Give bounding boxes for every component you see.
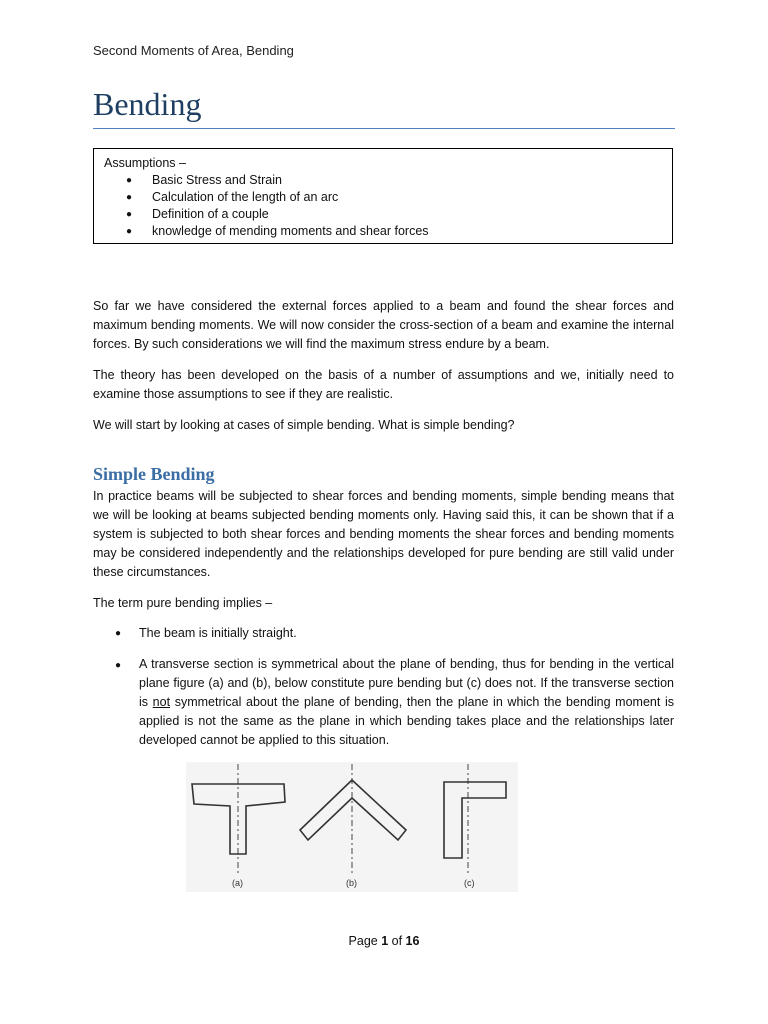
- list-item: ● knowledge of mending moments and shear forces: [126, 224, 429, 238]
- assumptions-heading: Assumptions –: [104, 156, 186, 170]
- bullet-icon: ●: [115, 660, 122, 671]
- bullet-straight-beam: The beam is initially straight.: [139, 626, 297, 640]
- bullet-icon: ●: [126, 226, 133, 237]
- figure-label-a: (a): [232, 878, 243, 888]
- list-item: ● Calculation of the length of an arc: [126, 190, 339, 204]
- intro-paragraph-1: So far we have considered the external forces applied to a beam and found the shear forces and maximum bending moments. We will now consider the cross-section of a beam and examine the internal forces. By such considerations we will find the maximum stress endure by a beam.: [93, 299, 674, 351]
- page-title: Bending: [93, 86, 202, 122]
- list-item: ● Definition of a couple: [126, 207, 269, 221]
- assumptions-box: [93, 148, 673, 244]
- intro-paragraph-3: We will start by looking at cases of simple bending. What is simple bending?: [93, 418, 515, 432]
- page-footer: Page 1 of 16: [348, 934, 420, 948]
- assumptions-list: [104, 172, 429, 240]
- bullet-icon: ●: [126, 175, 133, 186]
- bullet-icon: ●: [126, 209, 133, 220]
- bullet-icon: ●: [115, 628, 122, 639]
- title-rule: [93, 128, 675, 129]
- figure-label-c: (c): [464, 878, 475, 888]
- pure-bending-intro: The term pure bending implies –: [93, 596, 273, 610]
- simple-bending-paragraph: In practice beams will be subjected to shear forces and bending moments, simple bending means that we will be looking at beams subjected bending moments only. Having said this, it can be shown that if a system is subjected to both shear forces and bending moments the shear forces and bending moments may be considered independently and the relationships developed for pure bending are still valid under these circumstances.: [93, 489, 674, 579]
- bullet-icon: ●: [126, 192, 133, 203]
- bullet-symmetry: A transverse section is symmetrical about the plane of bending, thus for bending in the vertical plane figure (a) and (b), below constitute pure bending but (c) does not. If the transverse section is not symmetrical about the plane of bending, then the plane in which the bending moment is applied is not the same as the plane in which bending takes place and the relationships later developed cannot be applied to this situation.: [139, 657, 674, 747]
- figure-label-b: (b): [346, 878, 357, 888]
- intro-paragraph-2: The theory has been developed on the basis of a number of assumptions and we, initially need to examine those assumptions to see if they are realistic.: [93, 368, 674, 401]
- cross-section-figure: [186, 762, 518, 892]
- section-heading: Simple Bending: [93, 464, 215, 484]
- list-item: ● Basic Stress and Strain: [126, 173, 282, 187]
- running-header: Second Moments of Area, Bending: [93, 43, 294, 58]
